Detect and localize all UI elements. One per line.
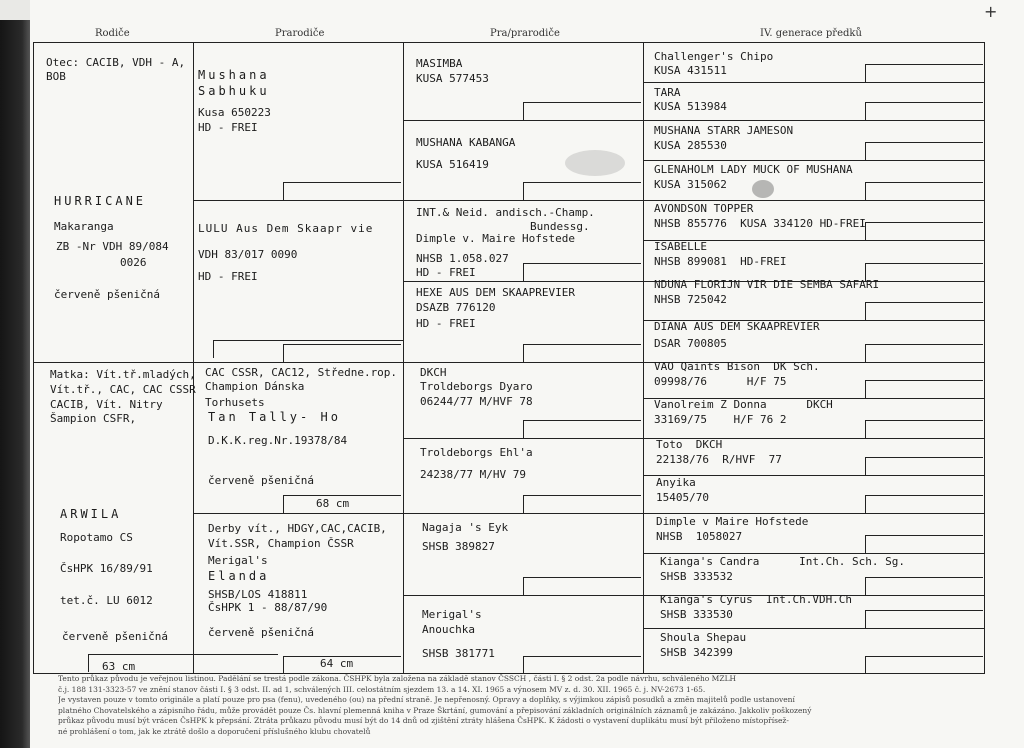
ancestor-registration: SHSB 333530: [660, 608, 733, 621]
dam-titles: Matka: Vít.tř.mladých,: [50, 368, 196, 381]
ancestor-name: ISABELLE: [654, 240, 707, 253]
ancestor-registration: SHSB 333532: [660, 570, 733, 583]
column-divider: [193, 42, 194, 674]
row-divider: [403, 200, 643, 201]
grandparent-2-name: LULU Aus Dem Skaapr vie: [198, 222, 374, 235]
sire-titles: Otec: CACIB, VDH - A,: [46, 56, 186, 69]
ancestor-registration: KUSA 315062: [654, 178, 727, 191]
ancestor-name: DIANA AUS DEM SKAAPREVIER: [654, 320, 820, 333]
great-grandparent-3-titles: Bundessg.: [530, 220, 590, 233]
great-grandparent-slot: [523, 102, 641, 120]
great-grandparent-3-titles: INT.& Neid. andisch.-Champ.: [416, 206, 595, 219]
ancestor-slot: [865, 263, 983, 281]
great-grandparent-6-registration: 24238/77 M/HV 79: [420, 468, 526, 481]
sire-registration: ZB -Nr VDH 89/084: [56, 240, 169, 253]
grandparent-1-hd: HD - FREI: [198, 121, 258, 134]
ancestor-name: Anyika: [656, 476, 696, 489]
great-grandparent-5-title: DKCH: [420, 366, 447, 379]
grandparent-3-kennel: Torhusets: [205, 396, 265, 409]
ancestor-registration: NHSB 725042: [654, 293, 727, 306]
ancestor-registration: KUSA 431511: [654, 64, 727, 77]
row-divider: [643, 200, 985, 201]
ancestor-slot: [865, 344, 983, 362]
great-grandparent-slot: [523, 420, 641, 438]
great-grandparent-1-name: MASIMBA: [416, 57, 463, 70]
great-grandparent-slot: [523, 577, 641, 595]
dam-tattoo: tet.č. LU 6012: [60, 594, 153, 607]
great-grandparent-7-registration: SHSB 389827: [422, 540, 495, 553]
great-grandparent-slot: [523, 656, 641, 674]
ancestor-slot: [865, 222, 983, 240]
ancestor-slot: [865, 457, 983, 475]
grandparent-2-registration: VDH 83/017 0090: [198, 248, 298, 261]
grandparent-4-titles: Derby vít., HDGY,CAC,CACIB,: [208, 522, 387, 535]
row-divider: [403, 281, 643, 282]
dam-titles: CACIB, Vít. Nitry: [50, 398, 163, 411]
grandparent-4-kennel: Merigal's: [208, 554, 268, 567]
ancestor-slot: [865, 495, 983, 513]
ancestor-name: Vanolreim Z Donna DKCH: [654, 398, 833, 411]
great-grandparent-4-hd: HD - FREI: [416, 317, 476, 330]
header-fourth-generation: IV. generace předků: [760, 28, 862, 39]
great-grandparent-2-registration: KUSA 516419: [416, 158, 489, 171]
header-grandparents: Prarodiče: [275, 28, 325, 39]
sire-titles: BOB: [46, 70, 66, 83]
dam-kennel: Ropotamo CS: [60, 531, 133, 544]
ancestor-registration: NHSB 1058027: [656, 530, 743, 543]
row-divider-main: [33, 362, 985, 363]
ancestor-name: GLENAHOLM LADY MUCK OF MUSHANA: [654, 163, 853, 176]
ancestor-slot: [865, 656, 983, 674]
sire-name: HURRICANE: [54, 194, 147, 208]
dam-registration: ČsHPK 16/89/91: [60, 562, 153, 575]
grandparent-4-name: Elanda: [208, 569, 270, 583]
ancestor-name: NDUNA FLORIJN VIR DIE SEMBA SAFARI: [654, 278, 880, 291]
grandparent-3-titles: CAC CSSR, CAC12, Středne.rop.: [205, 366, 398, 379]
great-grandparent-8-name: Anouchka: [422, 623, 475, 636]
great-grandparent-1-registration: KUSA 577453: [416, 72, 489, 85]
ancestor-name: Kianga's Candra Int.Ch. Sch. Sg.: [660, 555, 906, 568]
ancestor-name: Kianga's Cyrus Int.Ch.VDH.Ch: [660, 593, 853, 606]
ancestor-registration: SHSB 342399: [660, 646, 733, 659]
ancestor-registration: KUSA 513984: [654, 100, 727, 113]
ancestor-slot: [865, 142, 983, 160]
ancestor-slot: [865, 182, 983, 200]
great-grandparent-3-name: Dimple v. Maire Hofstede: [416, 232, 575, 245]
great-grandparent-3-registration: NHSB 1.058.027: [416, 252, 509, 265]
legal-footer: [58, 674, 988, 738]
grandparent-3-registration: D.K.K.reg.Nr.19378/84: [208, 434, 348, 447]
grandparent-1-name: Sabhuku: [198, 84, 270, 98]
great-grandparent-2-name: MUSHANA KABANGA: [416, 136, 516, 149]
great-grandparent-7-name: Nagaja 's Eyk: [422, 521, 509, 534]
great-grandparent-6-name: Troldeborgs Ehl'a: [420, 446, 533, 459]
grandparent-4-color: červeně pšeničná: [208, 626, 314, 639]
grandparent-1-registration: Kusa 650223: [198, 106, 271, 119]
sire-color: červeně pšeničná: [54, 288, 160, 301]
ancestor-registration: 15405/70: [656, 491, 709, 504]
sire-kennel: Makaranga: [54, 220, 114, 233]
ancestor-registration: DSAR 700805: [654, 337, 727, 350]
grandparent-slot: [283, 344, 401, 362]
ancestor-slot: [865, 420, 983, 438]
ancestor-name: Challenger's Chipo: [654, 50, 774, 63]
row-divider: [403, 513, 643, 514]
ancestor-slot: [865, 535, 983, 553]
footer-line: průkaz původu musí být vrácen ČsHPK k přepsání. Ztráta průkazu původu musí být do 14 dnů od zjištění ztráty hlášena ČsHPK. K žádosti o vystavení duplikátu musí být přiloženo místopřísež-: [58, 716, 789, 726]
sire-registration: 0026: [120, 256, 147, 269]
great-grandparent-4-registration: DSAZB 776120: [416, 301, 496, 314]
ancestor-name: AVONDSON TOPPER: [654, 202, 754, 215]
dam-name: ARWILA: [60, 507, 122, 521]
row-divider: [643, 628, 985, 629]
great-grandparent-slot: [523, 495, 641, 513]
row-divider: [643, 160, 985, 161]
dam-color: červeně pšeničná: [62, 630, 168, 643]
grandparent-slot: [283, 182, 401, 200]
ancestor-registration: 33169/75 H/F 76 2: [654, 413, 787, 426]
ancestor-slot: [865, 610, 983, 628]
header-great-grandparents: Pra/prarodiče: [490, 28, 560, 39]
footer-line: platného Chovatelského a zápisního řádu, může provádět pouze Čs. hlavní plemenná kniha v Praze Škrtání, gumování a přepisování základních originálních záznamů je zakázáno. Jakkoliv poškozený: [58, 705, 812, 715]
grandparent-3-name: Tan Tally- Ho: [208, 410, 341, 424]
great-grandparent-4-name: HEXE AUS DEM SKAAPREVIER: [416, 286, 575, 299]
great-grandparent-5-name: Troldeborgs Dyaro: [420, 380, 533, 393]
row-divider: [643, 82, 985, 83]
ancestor-slot: [865, 102, 983, 120]
ancestor-name: Shoula Shepau: [660, 631, 747, 644]
grandparent-4-registration: SHSB/LOS 418811: [208, 588, 308, 601]
ancestor-name: Dimple v Maire Hofstede: [656, 515, 809, 528]
row-divider: [403, 595, 643, 596]
ancestor-name: Toto DKCH: [656, 438, 723, 451]
great-grandparent-3-hd: HD - FREI: [416, 266, 476, 279]
grandparent-4-titles: Vít.SSR, Champion ČSSR: [208, 537, 354, 550]
footer-line: né prohlášení o tom, jak ke ztrátě došlo a doporučení příslušného klubu chovatelů: [58, 726, 371, 736]
ink-smudge: [752, 180, 774, 198]
great-grandparent-5-registration: 06244/77 M/HVF 78: [420, 395, 533, 408]
stamp-mark: [565, 150, 625, 176]
row-divider: [643, 120, 985, 121]
grandparent-3-height: 68 cm: [316, 497, 350, 510]
row-divider: [403, 120, 643, 121]
dam-height: 63 cm: [102, 660, 136, 673]
great-grandparent-8-registration: SHSB 381771: [422, 647, 495, 660]
grandparent-4-registration: ČsHPK 1 - 88/87/90: [208, 601, 328, 614]
ancestor-slot: [865, 577, 983, 595]
grandparent-2-hd: HD - FREI: [198, 270, 258, 283]
row-divider: [403, 438, 643, 439]
header-parents: Rodiče: [95, 28, 130, 39]
row-divider: [193, 513, 403, 514]
great-grandparent-slot: [523, 344, 641, 362]
registration-mark: +: [984, 2, 998, 21]
ancestor-slot: [865, 380, 983, 398]
footer-line: Tento průkaz původu je veřejnou listinou. Padělání se trestá podle zákona. ČSHPK byla založena na základě stanov ČSSCH , části I. § 2 odst. 2a podle návrhu, schváleného MZLH: [58, 674, 737, 683]
ancestor-name: MUSHANA STARR JAMESON: [654, 124, 794, 137]
dam-titles: Šampion CSFR,: [50, 412, 137, 425]
column-divider: [403, 42, 404, 674]
great-grandparent-slot: [523, 263, 641, 281]
ancestor-registration: NHSB 899081 HD-FREI: [654, 255, 787, 268]
grandparent-1-name: Mushana: [198, 68, 270, 82]
footer-line: Je vystaven pouze v tomto originále a platí pouze pro psa (fenu), uvedeného (ou) na přední straně. Je nepřenosný. Opravy a doplňky, s výjimkou zápisů posudků a změn majitelů podle ustanovení: [58, 695, 795, 705]
ancestor-registration: NHSB 855776 KUSA 334120 HD-FREI: [654, 217, 866, 230]
grandparent-3-titles: Champion Dánska: [205, 380, 305, 393]
grandparent-4-height: 64 cm: [320, 657, 354, 670]
ancestor-slot: [865, 64, 983, 82]
footer-line: č.j. 188 131-3323-57 ve znění stanov části I. § 3 odst. II. ad 1, schválených III. celostátním sjezdem 13. a 14. XI. 1965 a výnosem MV z. d. 30. XII. 1965 č. j. NV-2673 1-65.: [58, 684, 706, 694]
grandparent-3-color: červeně pšeničná: [208, 474, 314, 487]
great-grandparent-slot: [523, 182, 641, 200]
row-divider: [193, 200, 403, 201]
ancestor-name: TARA: [654, 86, 681, 99]
row-divider: [643, 513, 985, 514]
column-divider: [643, 42, 644, 674]
ancestor-registration: KUSA 285530: [654, 139, 727, 152]
row-divider: [643, 553, 985, 554]
ancestor-registration: 09998/76 H/F 75: [654, 375, 787, 388]
dam-titles: Vít.tř., CAC, CAC CSSR: [50, 383, 196, 396]
ancestor-slot: [865, 302, 983, 320]
ancestor-name: VAO Qaints Bison DK Sch.: [654, 360, 820, 373]
ancestor-registration: 22138/76 R/HVF 77: [656, 453, 782, 466]
great-grandparent-8-name: Merigal's: [422, 608, 482, 621]
